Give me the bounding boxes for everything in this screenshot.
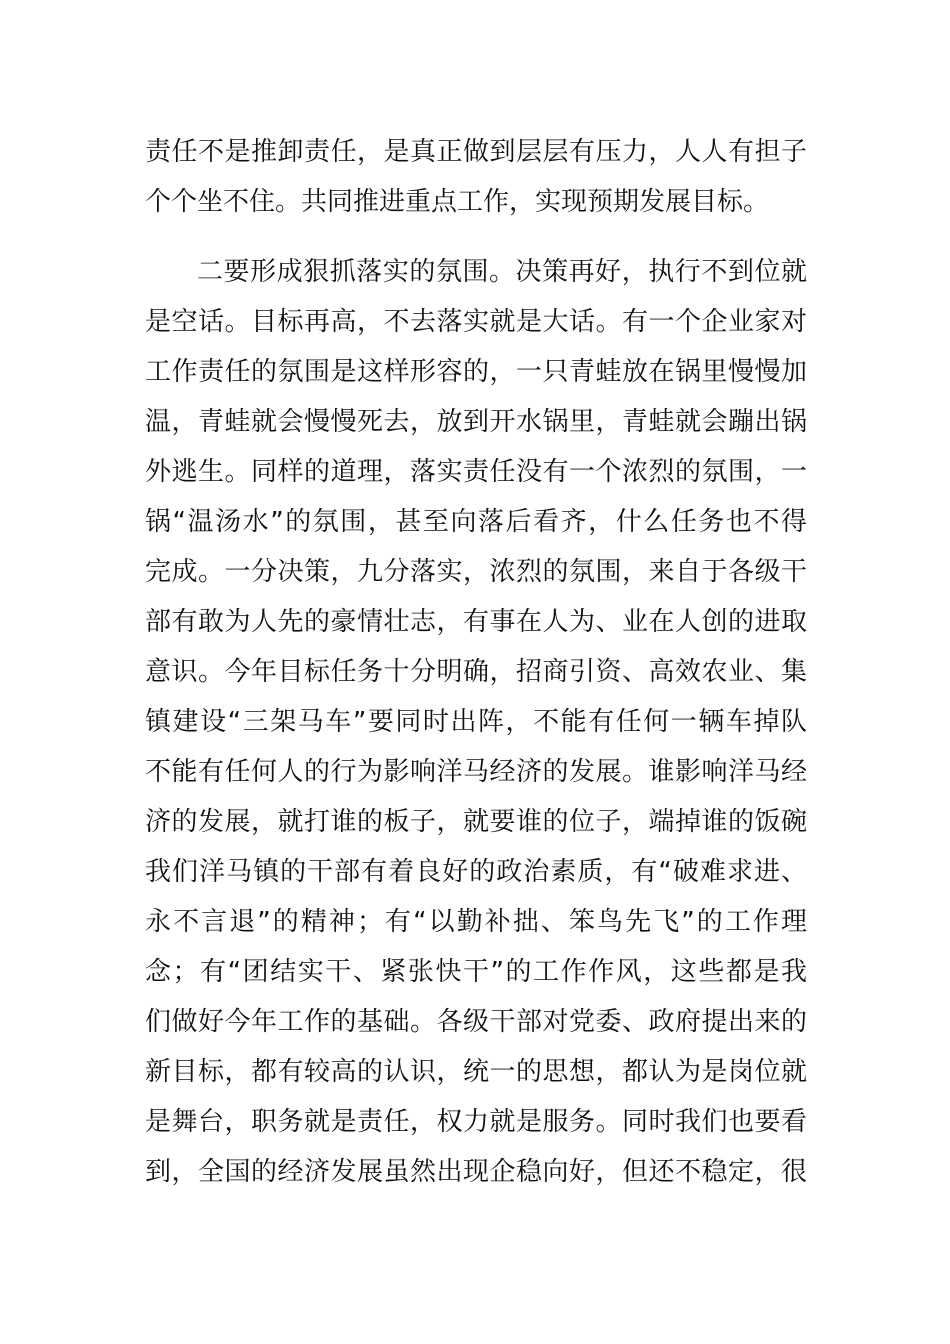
text-line: 镇建设“三架马车”要同时出阵，不能有任何一辆车掉队 (145, 707, 807, 737)
text-line: 到，全国的经济发展虽然出现企稳向好，但还不稳定，很 (145, 1157, 807, 1187)
text-line: 济的发展，就打谁的板子，就要谁的位子，端掉谁的饭碗 (145, 807, 807, 837)
text-line: 们做好今年工作的基础。各级干部对党委、政府提出来的 (145, 1007, 807, 1037)
text-line: 我们洋马镇的干部有着良好的政治素质，有“破难求进、 (145, 857, 807, 887)
text-line: 责任不是推卸责任，是真正做到层层有压力，人人有担子 (145, 137, 807, 167)
text-line: 工作责任的氛围是这样形容的，一只青蛙放在锅里慢慢加 (145, 357, 807, 387)
text-line: 完成。一分决策，九分落实，浓烈的氛围，来自于各级干 (145, 557, 807, 587)
text-line: 外逃生。同样的道理，落实责任没有一个浓烈的氛围，一 (145, 457, 807, 487)
text-line: 个个坐不住。共同推进重点工作，实现预期发展目标。 (145, 187, 770, 217)
text-line: 是空话。目标再高，不去落实就是大话。有一个企业家对 (145, 307, 807, 337)
paragraph-atmosphere (145, 247, 807, 1197)
text-line: 念；有“团结实干、紧张快干”的工作作风，这些都是我 (145, 957, 807, 987)
text-line: 是舞台，职务就是责任，权力就是服务。同时我们也要看 (145, 1107, 807, 1137)
text-line: 二要形成狠抓落实的氛围。决策再好，执行不到位就 (197, 257, 807, 287)
paragraph-continuation (145, 127, 807, 227)
text-line: 部有敢为人先的豪情壮志，有事在人为、业在人创的进取 (145, 607, 807, 637)
text-line: 意识。今年目标任务十分明确，招商引资、高效农业、集 (145, 657, 807, 687)
text-line: 不能有任何人的行为影响洋马经济的发展。谁影响洋马经 (145, 757, 807, 787)
text-line: 锅“温汤水”的氛围，甚至向落后看齐，什么任务也不得 (145, 507, 807, 537)
text-line: 新目标，都有较高的认识，统一的思想，都认为是岗位就 (145, 1057, 807, 1087)
text-line: 永不言退”的精神；有“以勤补拙、笨鸟先飞”的工作理 (145, 907, 807, 937)
text-line: 温，青蛙就会慢慢死去，放到开水锅里，青蛙就会蹦出锅 (145, 407, 807, 437)
